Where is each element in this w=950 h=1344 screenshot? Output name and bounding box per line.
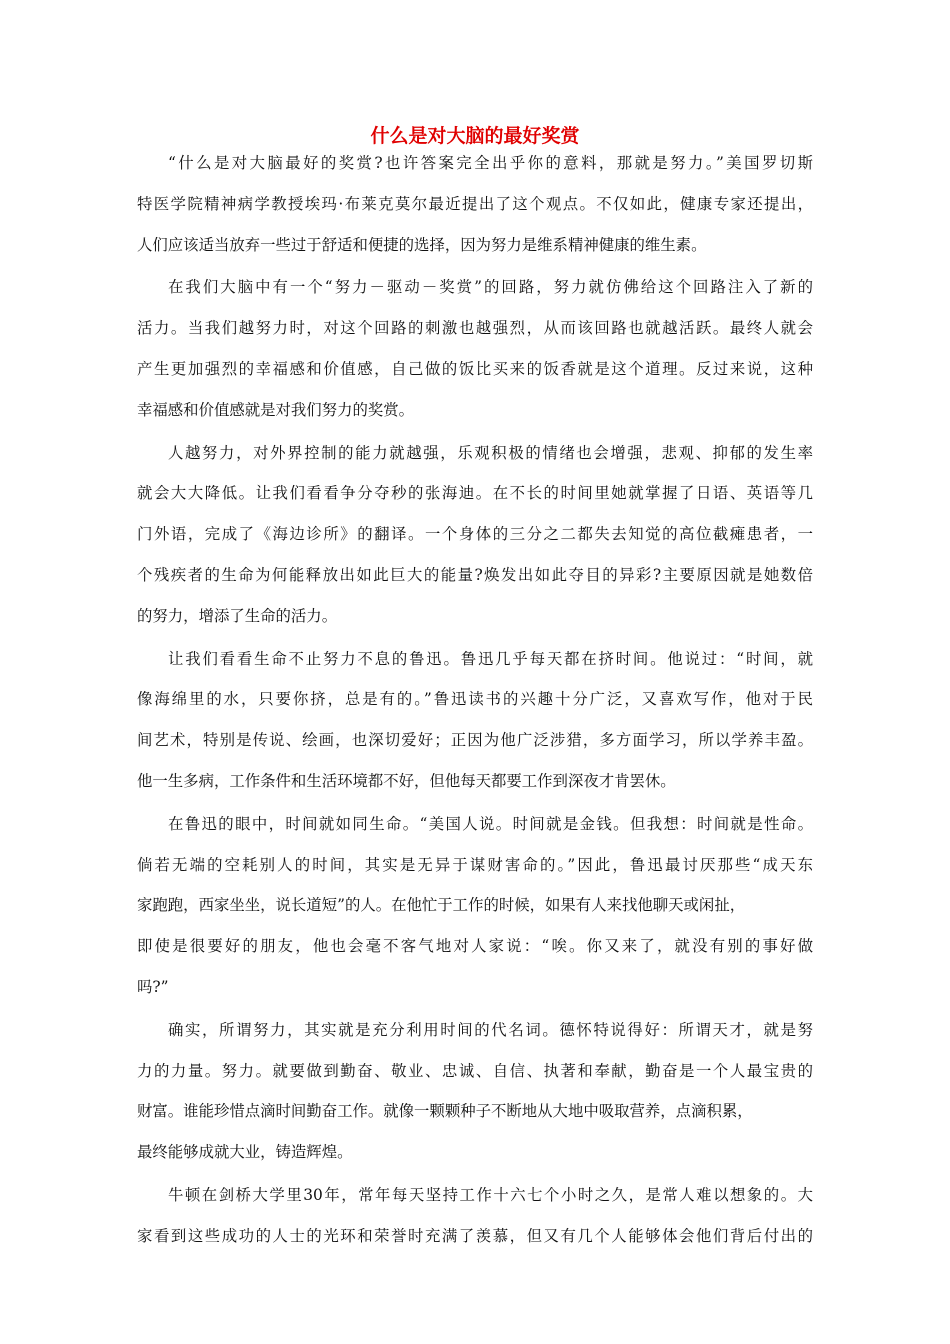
article-title: 什么是对大脑的最好奖赏 xyxy=(370,125,580,147)
text-line: 像海绵里的水，只要你挤，总是有的。”鲁迅读书的兴趣十分广泛，又喜欢写作，他对于民 xyxy=(137,690,813,709)
text-line: 门外语，完成了《海边诊所》的翻译。一个身体的三分之二都失去知觉的高位截瘫患者，一 xyxy=(137,525,813,544)
text-line: 人越努力，对外界控制的能力就越强，乐观积极的情绪也会增强，悲观、抑郁的发生率 xyxy=(168,443,813,462)
text-line: 吗?” xyxy=(137,977,169,996)
text-line: 在鲁迅的眼中，时间就如同生命。“美国人说。时间就是金钱。但我想：时间就是性命。 xyxy=(168,814,813,833)
text-line: 牛顿在剑桥大学里30年，常年每天坚持工作十六七个小时之久，是常人难以想象的。大 xyxy=(168,1185,813,1204)
text-line: 家跑跑，西家坐坐，说长道短”的人。在他忙于工作的时候，如果有人来找他聊天或闲扯， xyxy=(137,896,746,915)
text-line: 确实，所谓努力，其实就是充分利用时间的代名词。德怀特说得好：所谓天才，就是努 xyxy=(168,1020,813,1039)
paragraph-5 xyxy=(137,811,813,1015)
text-line: 幸福感和价值感就是对我们努力的奖赏。 xyxy=(137,400,415,419)
paragraph-7 xyxy=(137,1182,813,1264)
text-line: 力的力量。努力。就要做到勤奋、敬业、忠诚、自信、执著和奉献，勤奋是一个人最宝贵的 xyxy=(137,1061,813,1080)
paragraph-1 xyxy=(137,150,813,272)
text-line: 他一生多病，工作条件和生活环境都不好，但他每天都要工作到深夜才肯罢休。 xyxy=(137,771,676,790)
paragraph-2 xyxy=(137,274,813,437)
text-line: 特医学院精神病学教授埃玛·布莱克莫尔最近提出了这个观点。不仅如此，健康专家还提出， xyxy=(137,194,813,213)
text-line: 在我们大脑中有一个“努力－驱动－奖赏”的回路，努力就仿佛给这个回路注入了新的 xyxy=(168,278,813,297)
text-line: “什么是对大脑最好的奖赏?也许答案完全出乎你的意料，那就是努力。”美国罗切斯 xyxy=(168,154,813,172)
text-line: 就会大大降低。让我们看看争分夺秒的张海迪。在不长的时间里她就掌握了日语、英语等几 xyxy=(137,484,813,503)
text-line: 产生更加强烈的幸福感和价值感，自己做的饭比买来的饭香就是这个道理。反过来说，这种 xyxy=(137,359,813,378)
text-line: 人们应该适当放弃一些过于舒适和便捷的选择，因为努力是维系精神健康的维生素。 xyxy=(137,235,707,254)
text-line: 让我们看看生命不止努力不息的鲁迅。鲁迅几乎每天都在挤时间。他说过：“时间，就 xyxy=(168,649,813,668)
text-line: 间艺术，特别是传说、绘画，也深切爱好；正因为他广泛涉猎，多方面学习，所以学养丰盈。 xyxy=(137,731,813,750)
article-body xyxy=(137,150,813,1266)
paragraph-6 xyxy=(137,1017,813,1180)
text-line: 的努力，增添了生命的活力。 xyxy=(137,606,338,625)
text-line: 活力。当我们越努力时，对这个回路的刺激也越强烈，从而该回路也就越活跃。最终人就会 xyxy=(137,319,813,338)
text-line: 最终能够成就大业，铸造辉煌。 xyxy=(137,1143,353,1162)
text-line: 个残疾者的生命为何能释放出如此巨大的能量?焕发出如此夺目的异彩?主要原因就是她数倍 xyxy=(137,565,813,584)
text-line: 即使是很要好的朋友，他也会毫不客气地对人家说：“唉。你又来了，就没有别的事好做 xyxy=(137,937,813,956)
text-line: 家看到这些成功的人士的光环和荣誉时充满了羡慕，但又有几个人能够体会他们背后付出的 xyxy=(137,1226,813,1245)
text-line: 倘若无端的空耗别人的时间，其实是无异于谋财害命的。”因此，鲁迅最讨厌那些“成天东 xyxy=(137,855,813,874)
paragraph-4 xyxy=(137,646,813,809)
text-line: 财富。谁能珍惜点滴时间勤奋工作。就像一颗颗种子不断地从大地中吸取营养，点滴积累， xyxy=(137,1102,753,1121)
paragraph-3 xyxy=(137,440,813,644)
